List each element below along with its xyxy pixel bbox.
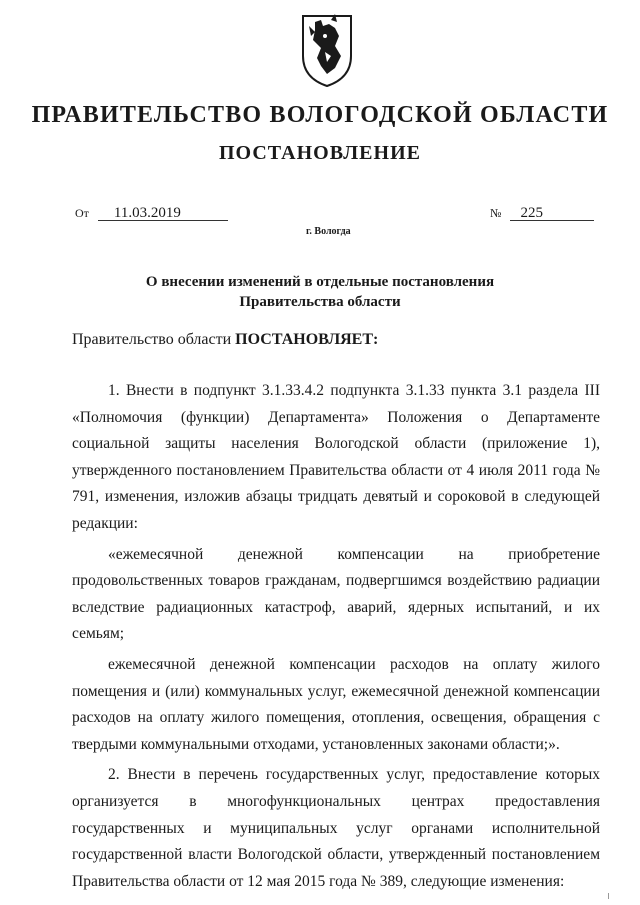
document-subject xyxy=(0,272,640,312)
number-prefix: № xyxy=(490,206,502,220)
document-body xyxy=(72,378,600,899)
subject-line-2: Правительства области xyxy=(239,294,401,310)
paragraph: ежемесячной денежной компенсации расходов на оплату жилого помещения и (или) коммунальных услуг, ежемесячной денежной компенсации расходов на оплату жилого помещения, отопления, освещения, обращения с твердыми коммунальными отходами, установленных законами области;». xyxy=(72,655,600,753)
date-prefix: От xyxy=(75,206,89,220)
city-label: г. Вологда xyxy=(306,226,351,237)
preamble-text: Правительство области xyxy=(72,331,236,348)
document-number xyxy=(490,206,594,221)
paragraph: 1. Внести в подпункт 3.1.33.4.2 подпункта 3.1.33 пункта 3.1 раздела III «Полномочия (функции) Департамента» Положения о Департаменте социальной защиты населения Вологодской области (приложение 1), утвержденного постановлением Правительства области от 4 июля 2011 года № 791, изменения, изложив абзацы тридцать девятый и сороковой в следующей редакции: xyxy=(72,382,600,532)
preamble-bold: ПОСТАНОВЛЯЕТ: xyxy=(235,331,379,348)
number-value: 225 xyxy=(510,206,594,221)
page-edge-mark xyxy=(608,893,609,899)
paragraph: «ежемесячной денежной компенсации на приобретение продовольственных товаров гражданам, подвергшимся воздействию радиации вследствие радиационных катастроф, аварий, ядерных испытаний, и их семьям; xyxy=(72,545,600,643)
preamble xyxy=(72,331,378,349)
organization-title: ПРАВИТЕЛЬСТВО ВОЛОГОДСКОЙ ОБЛАСТИ xyxy=(31,102,609,128)
coat-of-arms-icon xyxy=(295,12,359,90)
paragraph: 2. Внести в перечень государственных услуг, предоставление которых организуется в многофункциональных центрах предоставления государственных и муниципальных услуг органами исполнительной государственной власти Вологодской области, утвержденный постановлением Правительства области от 12 мая 2015 года № 389, следующие изменения: xyxy=(72,766,600,890)
subject-line-1: О внесении изменений в отдельные постановления xyxy=(145,274,495,290)
date-value: 11.03.2019 xyxy=(98,206,228,221)
document-type: ПОСТАНОВЛЕНИЕ xyxy=(219,142,421,164)
document-date xyxy=(75,206,228,221)
